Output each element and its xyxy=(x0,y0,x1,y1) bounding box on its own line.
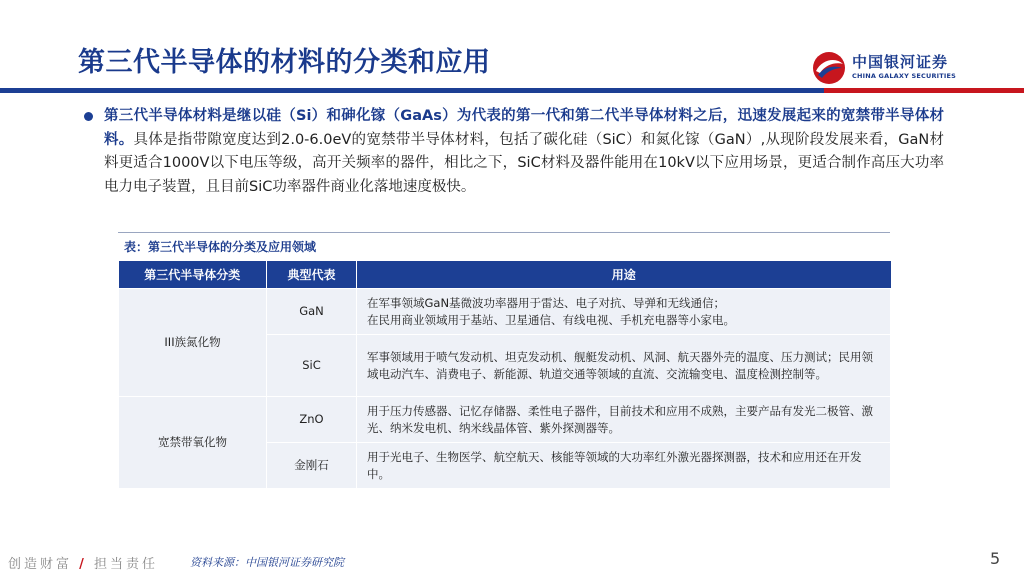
company-logo xyxy=(812,50,962,86)
table-row xyxy=(119,289,891,335)
classification-table xyxy=(118,261,891,489)
bullet-icon xyxy=(84,112,93,121)
usage-cell: 用于压力传感器、记忆存储器、柔性电子器件，目前技术和应用不成熟，主要产品有发光二极管、激光、纳米发电机、纳米线晶体管、紫外探测器等。 xyxy=(357,397,891,443)
slogan-slash: / xyxy=(79,557,87,572)
table-caption: 表：第三代半导体的分类及应用领域 xyxy=(124,240,317,254)
usage-cell: 用于光电子、生物医学、航空航天、核能等领域的大功率红外激光器探测器，技术和应用还在开发中。 xyxy=(357,443,891,489)
data-source: 资料来源：中国银河证券研究院 xyxy=(190,556,344,569)
intro-paragraph xyxy=(104,105,944,199)
intro-highlight: 第三代半导体材料是继以硅（Si）和砷化镓（GaAs）为代表的第一代和第二代半导体材料之后，迅速发展起来的宽禁带半导体材料。 xyxy=(104,108,944,148)
galaxy-logo-icon xyxy=(812,51,846,85)
slogan-left: 创造财富 xyxy=(8,557,73,572)
table-row xyxy=(119,397,891,443)
logo-english-name: CHINA GALAXY SECURITIES xyxy=(852,72,957,80)
category-cell: 宽禁带氧化物 xyxy=(119,397,267,489)
footer-slogan xyxy=(8,553,158,572)
representative-cell: 金刚石 xyxy=(267,443,357,489)
header-usage: 用途 xyxy=(357,261,891,289)
page-title: 第三代半导体的材料的分类和应用 xyxy=(78,47,491,78)
header-category: 第三代半导体分类 xyxy=(119,261,267,289)
header-representative: 典型代表 xyxy=(267,261,357,289)
usage-cell: 在军事领域GaN基微波功率器用于雷达、电子对抗、导弹和无线通信； 在民用商业领域用于基站、卫星通信、有线电视、手机充电器等小家电。 xyxy=(357,289,891,335)
caption-rule xyxy=(118,232,890,233)
representative-cell: GaN xyxy=(267,289,357,335)
logo-chinese-name: 中国银河证券 xyxy=(852,53,949,71)
usage-cell: 军事领域用于喷气发动机、坦克发动机、舰艇发动机、风洞、航天器外壳的温度、压力测试；民用领域电动汽车、消费电子、新能源、轨道交通等领域的直流、交流输变电、温度检测控制等。 xyxy=(357,335,891,397)
representative-cell: SiC xyxy=(267,335,357,397)
page-number: 5 xyxy=(990,549,1001,568)
title-divider xyxy=(0,88,1024,93)
table-header-row xyxy=(119,261,891,289)
category-cell: III族氮化物 xyxy=(119,289,267,397)
representative-cell: ZnO xyxy=(267,397,357,443)
slogan-right: 担当责任 xyxy=(94,557,159,572)
intro-text: 具体是指带隙宽度达到2.0-6.0eV的宽禁带半导体材料，包括了碳化硅（SiC）和氮化镓（GaN）,从现阶段发展来看，GaN材料更适合1000V以下电压等级，高开关频率的器件，相比之下，SiC材料及器件能用在10kV以下应用场景，更适合制作高压大功率电力电子装置，且目前SiC功率器件商业化落地速度极快。 xyxy=(104,131,945,195)
